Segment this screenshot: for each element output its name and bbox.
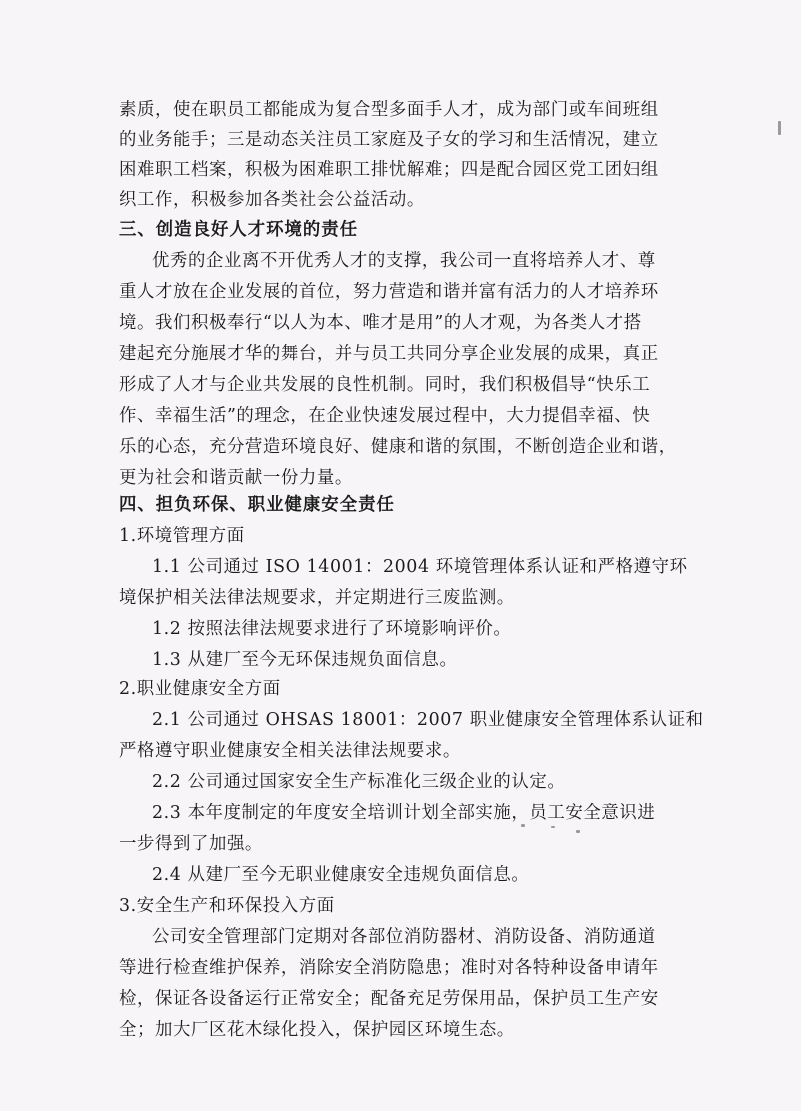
body-line: 更为社会和谐贡献一份力量。 bbox=[119, 468, 353, 488]
body-line: 公司安全管理部门定期对各部位消防器材、消防设备、消防通道 bbox=[152, 927, 656, 947]
section-heading: 三、创造良好人才环境的责任 bbox=[119, 220, 359, 240]
list-item-line: 2.2 公司通过国家安全生产标准化三级企业的认定。 bbox=[152, 772, 566, 792]
subsection-title: 2.职业健康安全方面 bbox=[119, 679, 281, 699]
scan-speck bbox=[576, 830, 580, 833]
scan-speck bbox=[521, 824, 525, 827]
list-item-line: 境保护相关法律法规要求，并定期进行三废监测。 bbox=[119, 588, 515, 608]
list-item-line: 1.3 从建厂至今无环保违规负面信息。 bbox=[152, 650, 458, 670]
list-item-line: 1.2 按照法律法规要求进行了环境影响评价。 bbox=[152, 619, 512, 639]
body-line: 困难职工档案，积极为困难职工排忧解难；四是配合园区党工团妇组 bbox=[119, 160, 659, 180]
list-item-line: 2.1 公司通过 OHSAS 18001：2007 职业健康安全管理体系认证和 bbox=[152, 710, 704, 730]
list-item-line: 1.1 公司通过 ISO 14001：2004 环境管理体系认证和严格遵守环 bbox=[152, 557, 688, 577]
body-line: 乐的心态，充分营造环境良好、健康和谐的氛围，不断创造企业和谐， bbox=[119, 437, 677, 457]
body-line: 优秀的企业离不开优秀人才的支撑，我公司一直将培养人才、尊 bbox=[152, 251, 656, 271]
subsection-title: 3.安全生产和环保投入方面 bbox=[119, 896, 335, 916]
body-line: 境。我们积极奉行“以人为本、唯才是用”的人才观，为各类人才搭 bbox=[119, 313, 642, 333]
body-line: 作、幸福生活”的理念，在企业快速发展过程中，大力提倡幸福、快 bbox=[119, 406, 651, 426]
body-line: 建起充分施展才华的舞台，并与员工共同分享企业发展的成果，真正 bbox=[119, 344, 659, 364]
body-line: 素质，使在职员工都能成为复合型多面手人才，成为部门或车间班组 bbox=[119, 100, 659, 120]
scan-speck bbox=[551, 826, 555, 828]
list-item-line: 严格遵守职业健康安全相关法律法规要求。 bbox=[119, 741, 461, 761]
body-line: 织工作，积极参加各类社会公益活动。 bbox=[119, 190, 425, 210]
scan-speck bbox=[778, 121, 781, 135]
body-line: 检，保证各设备运行正常安全；配备充足劳保用品，保护员工生产安 bbox=[119, 989, 659, 1009]
body-line: 全；加大厂区花木绿化投入，保护园区环境生态。 bbox=[119, 1020, 515, 1040]
body-line: 的业务能手；三是动态关注员工家庭及子女的学习和生活情况，建立 bbox=[119, 130, 659, 150]
body-line: 等进行检查维护保养，消除安全消防隐患；准时对各特种设备申请年 bbox=[119, 958, 659, 978]
list-item-line: 2.3 本年度制定的年度安全培训计划全部实施，员工安全意识进 bbox=[152, 803, 656, 823]
subsection-title: 1.环境管理方面 bbox=[119, 526, 245, 546]
body-line: 重人才放在企业发展的首位，努力营造和谐并富有活力的人才培养环 bbox=[119, 282, 659, 302]
list-item-line: 2.4 从建厂至今无职业健康安全违规负面信息。 bbox=[152, 865, 530, 885]
list-item-line: 一步得到了加强。 bbox=[119, 834, 263, 854]
section-heading: 四、担负环保、职业健康安全责任 bbox=[119, 495, 395, 515]
body-line: 形成了人才与企业共发展的良性机制。同时，我们积极倡导“快乐工 bbox=[119, 375, 651, 395]
